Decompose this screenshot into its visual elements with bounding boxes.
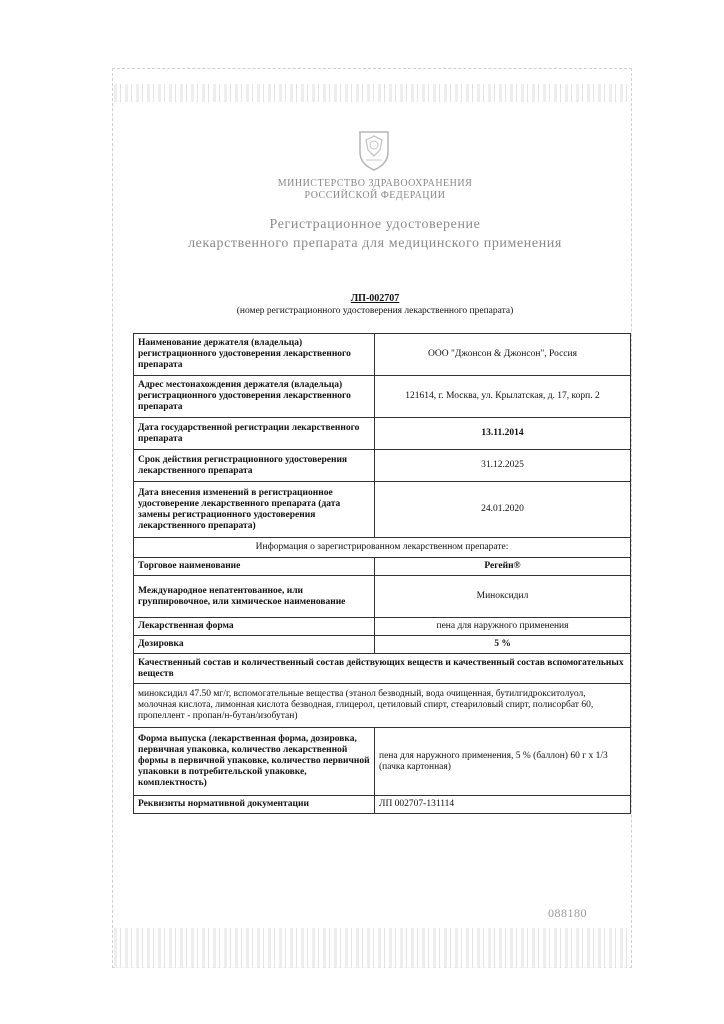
table-row: [134, 558, 631, 576]
trade-name-value: Регейн®: [375, 558, 631, 576]
certificate-title-line-2: лекарственного препарата для медицинского применения: [188, 236, 562, 251]
holder-value: ООО "Джонсон & Джонсон", Россия: [375, 334, 631, 376]
address-label: Адрес местонахождения держателя (владельца) регистрационного удостоверения лекарственного препарата: [134, 376, 375, 418]
table-row: [134, 482, 631, 538]
holder-label: Наименование держателя (владельца) регистрационного удостоверения лекарственного препарата: [134, 334, 375, 376]
decorative-border-bottom: [114, 928, 630, 968]
composition-text: миноксидил 47.50 мг/г, вспомогательные вещества (этанол безводный, вода очищенная, бутилгидрокситолуол, молочная кислота, лимонная кислота безводная, глицерол, цетиловый спирт, стеариловый спирт, полисорбат 60, пропеллент - пропан/н-бутан/изобутан): [134, 684, 631, 728]
registration-number-block: [150, 292, 600, 318]
decorative-border-top: [114, 84, 630, 102]
certificate-title: [120, 215, 630, 253]
validity-value: 31.12.2025: [375, 450, 631, 482]
table-row: [134, 796, 631, 814]
registration-date-value: 13.11.2014: [375, 418, 631, 450]
table-row: [134, 654, 631, 684]
table-row: [134, 728, 631, 796]
changes-date-value: 24.01.2020: [375, 482, 631, 538]
package-label: Форма выпуска (лекарственная форма, дозировка, первичная упаковка, количество лекарственной формы в первичной упаковке, количество первичной упаковки в потребительской упаковке, комплектность): [134, 728, 375, 796]
address-value: 121614, г. Москва, ул. Крылатская, д. 17, корп. 2: [375, 376, 631, 418]
certificate-table: [133, 333, 631, 814]
inn-value: Миноксидил: [375, 576, 631, 618]
composition-header: Качественный состав и количественный состав действующих веществ и качественный состав вспомогательных веществ: [134, 654, 631, 684]
table-row: [134, 334, 631, 376]
table-row: [134, 376, 631, 418]
changes-date-label: Дата внесения изменений в регистрационное удостоверение лекарственного препарата (дата замены регистрационного удостоверения лекарственного препарата): [134, 482, 375, 538]
normative-docs-label: Реквизиты нормативной документации: [134, 796, 375, 814]
normative-docs-value: ЛП 002707-131114: [375, 796, 631, 814]
certificate-title-line-1: Регистрационное удостоверение: [269, 217, 481, 232]
serial-number: 088180: [548, 906, 587, 920]
state-emblem-icon: [356, 126, 392, 172]
ministry-line-1: МИНИСТЕРСТВО ЗДРАВООХРАНЕНИЯ: [277, 178, 473, 189]
dosage-form-value: пена для наружного применения: [375, 618, 631, 636]
table-row: [134, 618, 631, 636]
inn-label: Международное непатентованное, или группировочное, или химическое наименование: [134, 576, 375, 618]
registration-number-caption: (номер регистрационного удостоверения лекарственного препарата): [236, 306, 514, 316]
table-row: [134, 418, 631, 450]
table-row: [134, 576, 631, 618]
ministry-heading: [150, 178, 600, 202]
validity-label: Срок действия регистрационного удостоверения лекарственного препарата: [134, 450, 375, 482]
table-row: [134, 684, 631, 728]
product-info-header: Информация о зарегистрированном лекарственном препарате:: [134, 538, 631, 558]
dosage-form-label: Лекарственная форма: [134, 618, 375, 636]
dosage-value: 5 %: [375, 636, 631, 654]
table-row: [134, 636, 631, 654]
registration-number: ЛП-002707: [350, 293, 400, 304]
registration-date-label: Дата государственной регистрации лекарственного препарата: [134, 418, 375, 450]
package-value: пена для наружного применения, 5 % (баллон) 60 г x 1/3 (пачка картонная): [375, 728, 631, 796]
table-row: [134, 538, 631, 558]
ministry-line-2: РОССИЙСКОЙ ФЕДЕРАЦИИ: [304, 190, 446, 201]
trade-name-label: Торговое наименование: [134, 558, 375, 576]
table-row: [134, 450, 631, 482]
dosage-label: Дозировка: [134, 636, 375, 654]
